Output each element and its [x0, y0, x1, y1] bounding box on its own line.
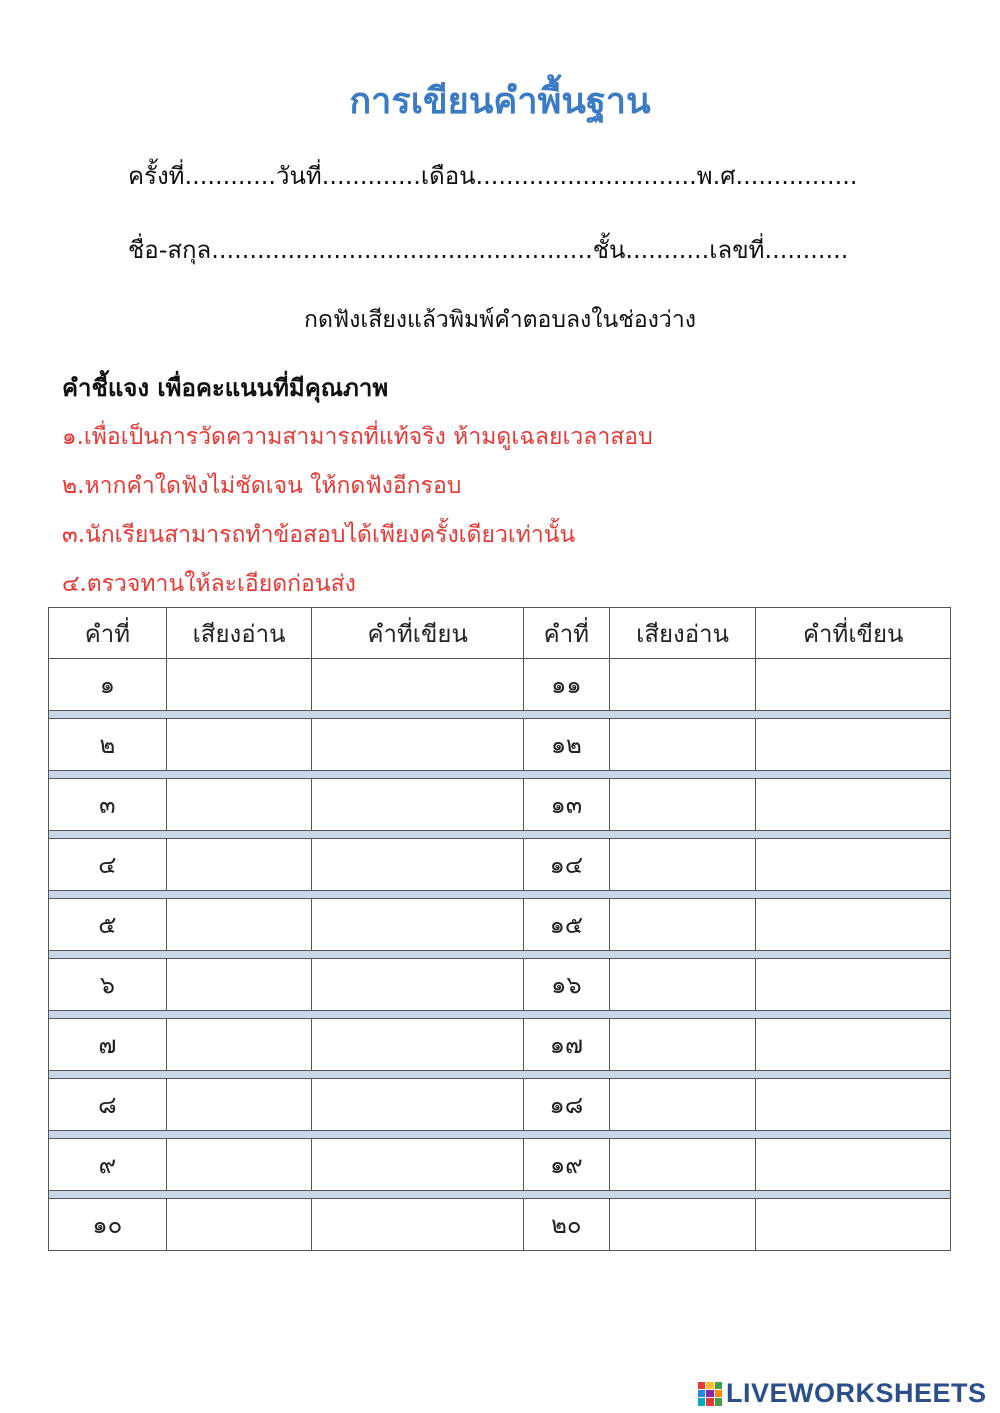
table-row — [48, 718, 951, 771]
table-row — [48, 898, 951, 951]
audio-cell[interactable] — [610, 779, 757, 830]
audio-cell[interactable] — [610, 899, 757, 950]
table-header-cell: เสียงอ่าน — [167, 608, 313, 658]
table-row — [48, 1078, 951, 1131]
answer-input-cell[interactable] — [312, 1019, 524, 1070]
student-info-line: ชื่อ-สกุล..................................................ชั้น...........เลขที่........... — [128, 236, 849, 264]
item-number: ๓ — [49, 779, 167, 830]
table-header-cell: เสียงอ่าน — [610, 608, 757, 658]
answer-input-cell[interactable] — [756, 1139, 950, 1190]
audio-cell[interactable] — [167, 959, 313, 1010]
item-number: ๑๒ — [524, 719, 610, 770]
answer-input-cell[interactable] — [756, 839, 950, 890]
answer-input-cell[interactable] — [756, 1079, 950, 1130]
liveworksheets-brand — [698, 1378, 987, 1409]
brand-text: LIVEWORKSHEETS — [726, 1378, 987, 1408]
table-row — [48, 1198, 951, 1251]
answer-input-cell[interactable] — [312, 1079, 524, 1130]
table-header-cell: คำที่เขียน — [802, 619, 904, 648]
answer-input-cell[interactable] — [312, 1139, 524, 1190]
item-number: ๑๘ — [524, 1079, 610, 1130]
table-row — [48, 1018, 951, 1071]
rule-3: ๓.นักเรียนสามารถทำข้อสอบได้เพียงครั้งเดียวเท่านั้น — [62, 522, 576, 548]
table-header-cell: คำที่เขียน — [312, 608, 524, 658]
rules-heading: คำชี้แจง เพื่อคะแนนที่มีคุณภาพ — [62, 374, 389, 402]
answer-input-cell[interactable] — [312, 779, 524, 830]
answer-input-cell[interactable] — [756, 959, 950, 1010]
item-number: ๒๐ — [524, 1199, 610, 1250]
rule-2: ๒.หากคำใดฟังไม่ชัดเจน ให้กดฟังอีกรอบ — [62, 473, 462, 499]
instruction-text: กดฟังเสียงแล้วพิมพ์คำตอบลงในช่องว่าง — [304, 307, 696, 333]
table-row — [48, 778, 951, 831]
audio-cell[interactable] — [610, 659, 757, 710]
audio-cell[interactable] — [610, 1199, 757, 1250]
answer-input-cell[interactable] — [312, 1199, 524, 1250]
audio-cell[interactable] — [167, 899, 313, 950]
rule-1: ๑.เพื่อเป็นการวัดความสามารถที่แท้จริง ห้ามดูเฉลยเวลาสอบ — [62, 424, 653, 450]
audio-cell[interactable] — [167, 839, 313, 890]
answer-input-cell[interactable] — [312, 959, 524, 1010]
audio-cell[interactable] — [610, 719, 757, 770]
answer-input-cell[interactable] — [756, 659, 950, 710]
audio-cell[interactable] — [167, 659, 313, 710]
session-date-line: ครั้งที่............วันที่.............เดือน.............................พ.ศ................ — [128, 162, 858, 190]
answer-table — [48, 607, 951, 1252]
answer-input-cell[interactable] — [312, 839, 524, 890]
answer-input-cell[interactable] — [312, 899, 524, 950]
audio-cell[interactable] — [610, 1019, 757, 1070]
answer-input-cell[interactable] — [312, 659, 524, 710]
rule-4: ๔.ตรวจทานให้ละเอียดก่อนส่ง — [62, 571, 356, 597]
audio-cell[interactable] — [610, 1079, 757, 1130]
item-number: ๙ — [49, 1139, 167, 1190]
answer-input-cell[interactable] — [756, 719, 950, 770]
item-number: ๔ — [49, 839, 167, 890]
item-number: ๗ — [49, 1019, 167, 1070]
answer-input-cell[interactable] — [756, 1019, 950, 1070]
audio-cell[interactable] — [167, 1139, 313, 1190]
audio-cell[interactable] — [610, 839, 757, 890]
worksheet-title: การเขียนคำพื้นฐาน — [349, 81, 651, 122]
answer-input-cell[interactable] — [312, 719, 524, 770]
item-number: ๑๗ — [524, 1019, 610, 1070]
item-number: ๑ — [49, 659, 167, 710]
table-header-cell: คำที่ — [524, 608, 610, 658]
item-number: ๑๓ — [524, 779, 610, 830]
item-number: ๖ — [49, 959, 167, 1010]
answer-input-cell[interactable] — [756, 899, 950, 950]
table-header-row — [48, 607, 951, 659]
audio-cell[interactable] — [167, 1199, 313, 1250]
audio-cell[interactable] — [167, 779, 313, 830]
table-header-cell: คำที่ — [49, 608, 167, 658]
answer-input-cell[interactable] — [756, 779, 950, 830]
table-row — [48, 958, 951, 1011]
audio-cell[interactable] — [167, 1019, 313, 1070]
item-number: ๑๔ — [524, 839, 610, 890]
item-number: ๕ — [49, 899, 167, 950]
item-number: ๘ — [49, 1079, 167, 1130]
item-number: ๑๖ — [524, 959, 610, 1010]
audio-cell[interactable] — [167, 719, 313, 770]
liveworksheets-logo-icon — [698, 1382, 722, 1406]
table-row — [48, 1138, 951, 1191]
table-row — [48, 658, 951, 711]
answer-input-cell[interactable] — [756, 1199, 950, 1250]
audio-cell[interactable] — [167, 1079, 313, 1130]
item-number: ๑๕ — [524, 899, 610, 950]
table-row — [48, 838, 951, 891]
item-number: ๑๑ — [524, 659, 610, 710]
item-number: ๑๐ — [49, 1199, 167, 1250]
item-number: ๒ — [49, 719, 167, 770]
audio-cell[interactable] — [610, 959, 757, 1010]
audio-cell[interactable] — [610, 1139, 757, 1190]
item-number: ๑๙ — [524, 1139, 610, 1190]
